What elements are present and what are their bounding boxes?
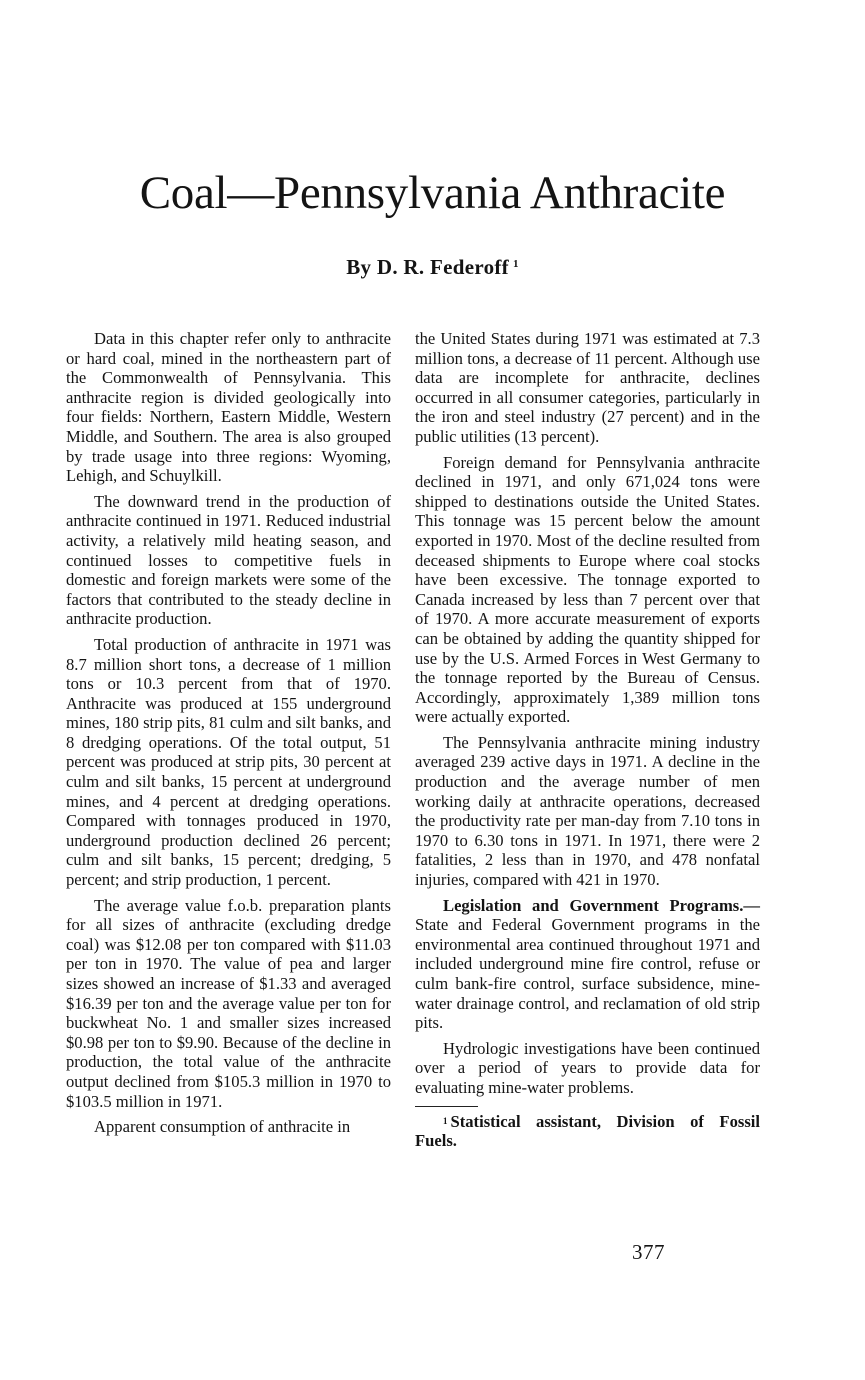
footnote-divider — [415, 1106, 478, 1107]
footnote-text: Statistical assistant, Division of Fossil Fuels. — [415, 1111, 760, 1151]
paragraph-foreign-demand: Foreign demand for Pennsylvania anthracite declined in 1971, and only 671,024 tons were shipped to destinations outside the United States. This tonnage was 15 percent below the amount exported in 1970. Most of the decline resulted from deceased shipments to Europe where coal stocks have been excessive. The tonnage exported to Canada increased by less than 7 percent over that of 1970. A more accurate measurement of exports can be obtained by adding the quantity shipped for use by the U.S. Armed Forces in West Germany to the tonnage reported by the Bureau of Census. Accordingly, approximately 1,389 million tons were actually exported. — [415, 452, 760, 727]
paragraph-total-production: Total production of anthracite in 1971 was 8.7 million short tons, a decrease of 1 million tons or 10.3 percent from that of 1970. Anthracite was produced at 155 underground mines, 180 strip pits, 81 culm and silt banks, and 8 dredging operations. Of the total output, 51 percent was produced at strip pits, 30 percent at culm and silt banks, 15 percent at underground mines, and 4 percent at dredging operations. Compared with tonnages produced in 1970, underground production declined 26 percent; culm and silt banks, 15 percent; dredging, 5 percent; and strip production, 1 percent. — [66, 634, 391, 890]
legislation-text: State and Federal Government programs in the environmental area continued throughout 1971 and included underground mine fire control, refuse or culm bank-fire control, surface subsidence, mine-water drainage control, and reclamation of old strip pits. — [415, 915, 760, 1033]
paragraph-legislation — [415, 896, 760, 1033]
footnote-marker: 1 — [443, 1115, 448, 1126]
paragraph-average-value: The average value f.o.b. preparation plants for all sizes of anthracite (excluding dredge coal) was $12.08 per ton compared with $11.03 per ton in 1970. The value of pea and larger sizes showed an increase of $1.33 and averaged $16.39 per ton and the average value per ton for buckwheat No. 1 and smaller sizes increased $0.98 per ton to $9.90. Because of the decline in production, the total value of the anthracite output declined from $105.3 million in 1970 to $103.5 million in 1971. — [66, 895, 391, 1111]
paragraph-consumption-continued: the United States during 1971 was estimated at 7.3 million tons, a decrease of 11 percent. Although use data are incomplete for anthracite, declines occurred in all consumer categories, particularly in the iron and steel industry (27 percent) and in the public utilities (13 percent). — [415, 329, 760, 446]
paragraph-apparent-consumption: Apparent consumption of anthracite in — [94, 1117, 351, 1137]
paragraph-downward-trend: The downward trend in the production of anthracite continued in 1971. Reduced industrial activity, a relatively mild heating season, and continued losses to competitive fuels in domestic and foreign markets were some of the factors that contributed to the steady decline in anthracite production. — [66, 491, 391, 629]
paragraph-mining-industry: The Pennsylvania anthracite mining industry averaged 239 active days in 1971. A decline in the production and the average number of men working daily at anthracite operations, decreased the productivity rate per man-day from 7.10 tons in 1970 to 6.30 tons in 1971. In 1971, there were 2 fatalities, 2 less than in 1970, and 478 nonfatal injuries, compared with 421 in 1970. — [415, 732, 760, 890]
legislation-heading: Legislation and Government Programs.— — [443, 895, 760, 915]
article-title: Coal—Pennsylvania Anthracite — [139, 167, 726, 219]
author-name: By D. R. Federoff — [346, 255, 509, 279]
paragraph-intro: Data in this chapter refer only to anthracite or hard coal, mined in the northeastern part of the Commonwealth of Pennsylvania. This anthracite region is divided geologically into four fields: Northern, Eastern Middle, Western Middle, and Southern. The area is also grouped by trade usage into three regions: Wyoming, Lehigh, and Schuylkill. — [66, 329, 391, 486]
page-number: 377 — [632, 1240, 665, 1264]
footnote — [415, 1112, 760, 1151]
left-column — [66, 329, 391, 1143]
right-column — [415, 329, 760, 1157]
byline-footnote-marker: 1 — [512, 258, 519, 270]
byline — [0, 255, 865, 280]
paragraph-hydrologic: Hydrologic investigations have been continued over a period of years to provide data for evaluating mine-water problems. — [415, 1038, 760, 1097]
